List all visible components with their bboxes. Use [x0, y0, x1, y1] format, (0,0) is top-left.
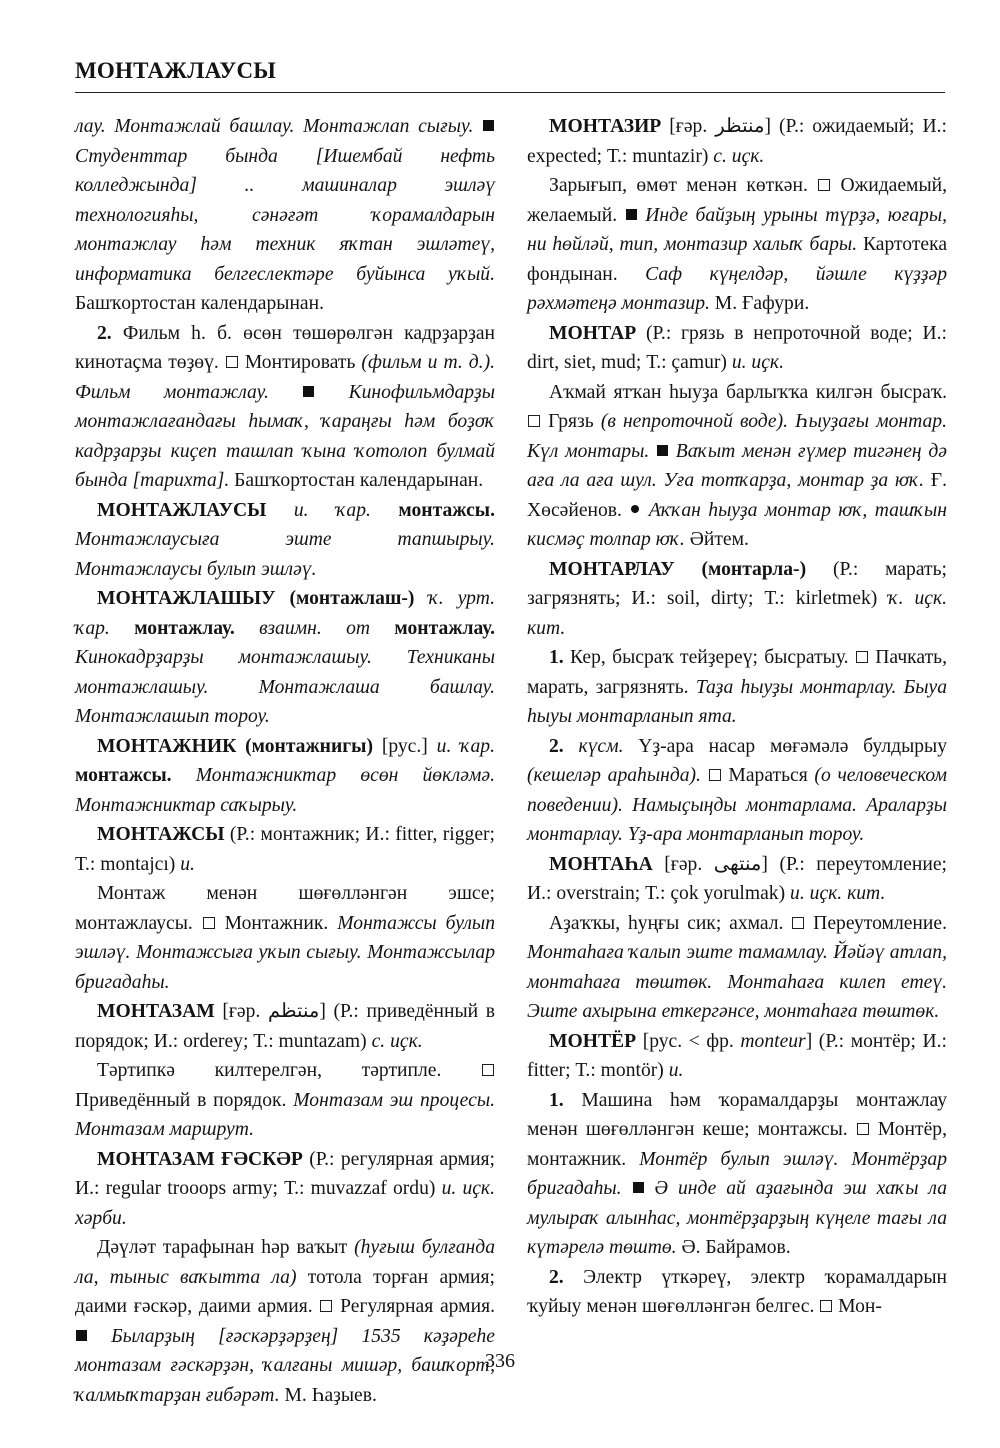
entry-text: (Р.: грязь в непроточной воде; И.: dirt, siet, mud; Т.: çamur) — [527, 322, 947, 373]
dictionary-paragraph — [75, 496, 495, 585]
entry-text: monteur — [740, 1030, 806, 1052]
entry-text: и. иҫк. кит. — [790, 883, 886, 904]
entry-text: взаимн. от — [234, 617, 395, 639]
entry-text: Ожидаемый, желаемый. — [527, 175, 948, 226]
dictionary-paragraph — [527, 850, 947, 909]
open-square-marker-icon — [792, 917, 804, 929]
running-head: МОНТАЖЛАУСЫ — [75, 58, 277, 83]
entry-text: Приведённый в порядок. — [75, 1089, 294, 1111]
dictionary-paragraph — [527, 909, 947, 1027]
entry-text: Ә. Байрамов. — [676, 1237, 791, 1258]
dictionary-paragraph — [527, 1263, 947, 1322]
open-square-marker-icon — [226, 356, 238, 368]
entry-text: (Р.: регулярная армия; И.: regular trooops army; Т.: muvazzaf ordu) — [75, 1148, 496, 1199]
dictionary-paragraph — [75, 1145, 495, 1234]
dictionary-paragraph — [75, 1056, 495, 1145]
dictionary-paragraph — [527, 1027, 947, 1086]
entry-text: Электр үткәреү, электр ҡорамалдарын ҡуйыу менән шөғөлләнгән белгес. — [527, 1266, 947, 1317]
dictionary-paragraph — [75, 112, 495, 319]
entry-text: (фильм и т. д.). Фильм монтажлау. — [75, 352, 496, 403]
entry-text: монтажсы. — [398, 499, 495, 521]
right-column — [527, 112, 947, 1322]
dictionary-paragraph — [75, 732, 495, 821]
entry-text: и. иҫк. хәрби. — [75, 1178, 495, 1229]
entry-text: (монтарла-) — [674, 558, 807, 580]
open-square-marker-icon — [528, 415, 540, 427]
entry-text: Грязь — [541, 411, 601, 432]
entry-text: Ғ. Хөсәйенов. — [527, 470, 947, 521]
entry-text — [701, 765, 708, 786]
entry-text: ] (Р.: монтёр; И.: fitter; Т.: montör) — [527, 1030, 947, 1081]
entry-text: Саф күңелдәр, йәшле күҙҙәр рәхмәтеңә монтазир. — [527, 263, 947, 314]
entry-text: Монтажлаусыға эште тапшырыу. Монтажлаусы булып эшләү. — [75, 529, 495, 580]
entry-text: Кинокадрҙарҙы монтажлашыу. Техниканы монтажлашыу. Монтажлаша башлау. Монтажлашып тороу. — [75, 647, 495, 727]
entry-text: [ғәр. منتظم] (Р.: приведённый в порядок; И.: orderey; Т.: muntazam) — [75, 1001, 495, 1052]
entry-text: Аҙаҡҡы, һуңғы сик; ахмал. — [549, 912, 792, 934]
entry-text: Монтажниктар өсөн йөкләмә. Монтажниктар саҡырыу. — [75, 765, 495, 816]
filled-square-marker-icon — [483, 120, 494, 131]
entry-text: Мараться — [721, 765, 815, 786]
dictionary-paragraph — [527, 319, 947, 378]
entry-text: Ваҡыт менән ғүмер тигәнең дә аға ла аға шул. Уға тотҡарҙа, монтар ҙа юҡ. — [527, 440, 947, 491]
dictionary-paragraph — [527, 732, 947, 850]
entry-text: (кешеләр араһында). — [527, 765, 701, 786]
open-square-marker-icon — [320, 1300, 332, 1312]
entry-text: Монтировать — [238, 352, 362, 373]
headword: МОНТАР — [549, 322, 637, 344]
dictionary-paragraph — [527, 112, 947, 171]
entry-text: лау. Монтажлай башлау. Монтажлап сығыу. — [75, 116, 482, 137]
dictionary-paragraph — [527, 1086, 947, 1263]
entry-text: Мон- — [833, 1296, 882, 1317]
entry-text: 1. — [549, 1089, 564, 1111]
entry-text: монтажсы. — [75, 765, 172, 786]
entry-text: 2. — [97, 322, 112, 344]
headword: МОНТЁР — [549, 1030, 637, 1052]
entry-text: Переутомление. — [805, 912, 947, 934]
entry-text: Фильм h. б. өсөн төшөрөлгән кадрҙарҙан кинотаҫма төҙөү. — [75, 322, 495, 373]
entry-text: Монтазам эш процесы. Монтазам маршрут. — [75, 1089, 495, 1140]
entry-text: Аҡҡан һыуҙа монтар юҡ, ташҡын кисмәҫ толпар юҡ. — [527, 499, 947, 550]
entry-text: Монтёр булып эшләү. Монтёрҙар бригадаһы. — [527, 1148, 947, 1199]
entry-text: Машина һәм ҡорамалдарҙы монтажлау менән шөғөлләнгән кеше; монтажсы. — [527, 1089, 947, 1140]
open-square-marker-icon — [856, 651, 868, 663]
entry-text: и. ҡар. — [266, 499, 399, 521]
entry-text: Аҡмай ятҡан һыуҙа барлыҡҡа килгән бысраҡ. — [549, 381, 947, 403]
headword: МОНТАЗАМ — [97, 1001, 215, 1022]
dictionary-paragraph — [527, 171, 947, 319]
entry-text: Тәртипкә килтерелгән, тәртипле. — [97, 1060, 481, 1081]
entry-text: Инде байҙың урыны түрҙә, юғары, ни һөйләй, тип, монтазир халыҡ бары. — [527, 204, 947, 255]
entry-text: (монтажнигы) — [236, 735, 373, 757]
dictionary-paragraph — [527, 378, 947, 555]
entry-text: Кинофильмдарҙы монтажлағандағы һымаҡ, ҡараңғы һәм боҙоҡ кадрҙарҙы киҫеп ташлап ҡына ҡотолоп булмай бында [тарихта]. — [75, 381, 495, 491]
filled-square-marker-icon — [633, 1182, 644, 1193]
entry-text: Әйтем. — [684, 529, 749, 550]
open-square-marker-icon — [709, 769, 721, 781]
entry-text: ҡ. иҫк. кит. — [527, 588, 948, 639]
entry-text: Башҡортостан календарынан. — [229, 470, 484, 491]
entry-text: Зарығып, өмөт менән көткән. — [549, 175, 818, 196]
filled-square-marker-icon — [657, 445, 668, 456]
open-square-marker-icon — [857, 1123, 869, 1135]
entry-text: и. иҫк. — [731, 352, 784, 373]
headword: МОНТАЗИР — [549, 116, 662, 137]
headword: МОНТАҺА — [549, 853, 653, 875]
headword: МОНТАЖЛАУСЫ — [97, 499, 267, 521]
entry-text: и. ҡар. — [436, 735, 495, 757]
entry-text: Монтёр, монтажник. — [527, 1119, 947, 1170]
entry-text: М. Ғафури. — [709, 293, 810, 314]
dictionary-paragraph — [75, 1233, 495, 1410]
headword: МОНТАЖСЫ — [97, 824, 225, 845]
entry-text: и. — [180, 853, 195, 875]
header-rule — [75, 92, 945, 93]
entry-text: [рус. < фр. — [636, 1030, 741, 1052]
headword: МОНТАРЛАУ — [549, 558, 675, 580]
entry-text: с. иҫк. — [371, 1030, 423, 1052]
entry-text: Кер, бысраҡ тейҙереү; бысратыу. — [563, 647, 855, 668]
left-column — [75, 112, 495, 1410]
entry-text: (Р.: марать; загрязнять; И.: soil, dirty; Т.: kirletmek) — [527, 558, 947, 609]
filled-square-marker-icon — [76, 1330, 87, 1341]
entry-text: күсм. — [563, 735, 624, 757]
filled-square-marker-icon — [303, 386, 314, 397]
dictionary-paragraph — [75, 879, 495, 997]
entry-text: Монтаһаға ҡалып эште тамамлау. Йәйәү атлап, монтаһаға төштөк. Монтаһаға килеп етеү. Эште ахырына еткергәнсе, монтаһаға төштөк. — [527, 942, 947, 1022]
entry-text: Студенттар бында [Ишембай нефть колледжында] .. машиналар эшләү технологияһы, сәнәғәт ҡорамалдарын монтажлау һәм техник яҡтан эшләтеү, информатика белгеслектәре буйынса уҡый. — [75, 145, 495, 285]
entry-text: (о человеческом поведении). Намыҫыңды монтарлама. Араларҙы монтарлау. Үҙ-ара монтарланып тороу. — [527, 765, 947, 845]
entry-text: Регулярная армия. — [333, 1296, 495, 1317]
open-square-marker-icon — [818, 179, 830, 191]
dictionary-paragraph — [527, 643, 947, 732]
headword: МОНТАЖЛАШЫУ — [97, 588, 276, 609]
headword: МОНТАЗАМ ҒӘСКӘР — [97, 1148, 303, 1170]
entry-text: Монтаж менән шөғөлләнгән эшсе; монтажлаусы. — [75, 883, 495, 934]
entry-text: (в непроточной воде). Һыуҙағы монтар. Күл монтары. — [527, 411, 947, 462]
entry-text: и. — [668, 1060, 684, 1081]
dictionary-paragraph — [75, 997, 495, 1056]
entry-text: [ғәр. منتظر] (Р.: ожидаемый; И.: expected; Т.: muntazir) — [527, 116, 947, 167]
entry-text: [ғәр. منتهى] (Р.: переутомление; И.: overstrain; Т.: çok yorulmak) — [527, 853, 947, 904]
dictionary-paragraph — [75, 584, 495, 732]
entry-text: Үҙ-ара насар мөғәмәлә булдырыу — [623, 735, 948, 757]
entry-text: (Р.: монтажник; И.: fitter, rigger; Т.: montajcı) — [75, 824, 495, 875]
entry-text: Таҙа һыуҙы монтарлау. Быуа һыуы монтарланып ята. — [527, 676, 947, 727]
dictionary-paragraph — [527, 555, 947, 644]
entry-text: Картотека фондынан. — [527, 234, 948, 285]
entry-text: Дәүләт тарафынан һәр ваҡыт — [97, 1237, 355, 1258]
entry-text: 2. — [549, 1266, 564, 1288]
entry-text: Пачкать, марать, загрязнять. — [527, 647, 947, 698]
headword: МОНТАЖНИК — [97, 735, 237, 757]
open-square-marker-icon — [820, 1300, 832, 1312]
bullet-dot-icon — [631, 505, 639, 513]
entry-text: Ә инде ай аҙағында эш хаҡы ла мулыраҡ алынһас, монтёрҙарҙың күңеле тағы ла күтәрелә төштө. — [527, 1178, 947, 1258]
entry-text: 1. — [549, 647, 564, 668]
filled-square-marker-icon — [626, 209, 637, 220]
entry-text: (монтажлаш-) — [275, 588, 415, 609]
open-square-marker-icon — [482, 1064, 494, 1076]
entry-text: М. Һаҙыев. — [279, 1384, 377, 1406]
entry-text: монтажлау. — [134, 617, 235, 639]
open-square-marker-icon — [203, 917, 215, 929]
entry-text: Монтажсы булып эшләү. Монтажсыға уҡып сығыу. Монтажсылар бригадаһы. — [75, 912, 495, 993]
entry-text: (һуғыш булғанда ла, тыныс ваҡытта ла) — [75, 1237, 495, 1288]
entry-text: тотола торған армия; даими ғәскәр, даими армия. — [75, 1266, 495, 1317]
entry-text: ҡ. урт. ҡар. — [75, 588, 495, 639]
entry-text: Быларҙың [ғәскәрҙәрҙең] 1535 кәҙәреһе монтазам ғәскәрҙән, ҡалғаны мишәр, башҡорт, ҡалмыҡтарҙан ғибәрәт. — [75, 1325, 495, 1406]
entry-text: [рус.] — [372, 735, 437, 757]
entry-text: Монтажник. — [215, 912, 338, 934]
dictionary-paragraph — [75, 820, 495, 879]
entry-text: монтажлау. — [394, 617, 495, 639]
entry-text: 2. — [549, 735, 564, 757]
dictionary-paragraph — [75, 319, 495, 496]
entry-text: с. иҫк. — [713, 145, 765, 167]
page-number: 336 — [485, 1350, 515, 1372]
entry-text: Башҡортостан календарынан. — [75, 293, 325, 314]
